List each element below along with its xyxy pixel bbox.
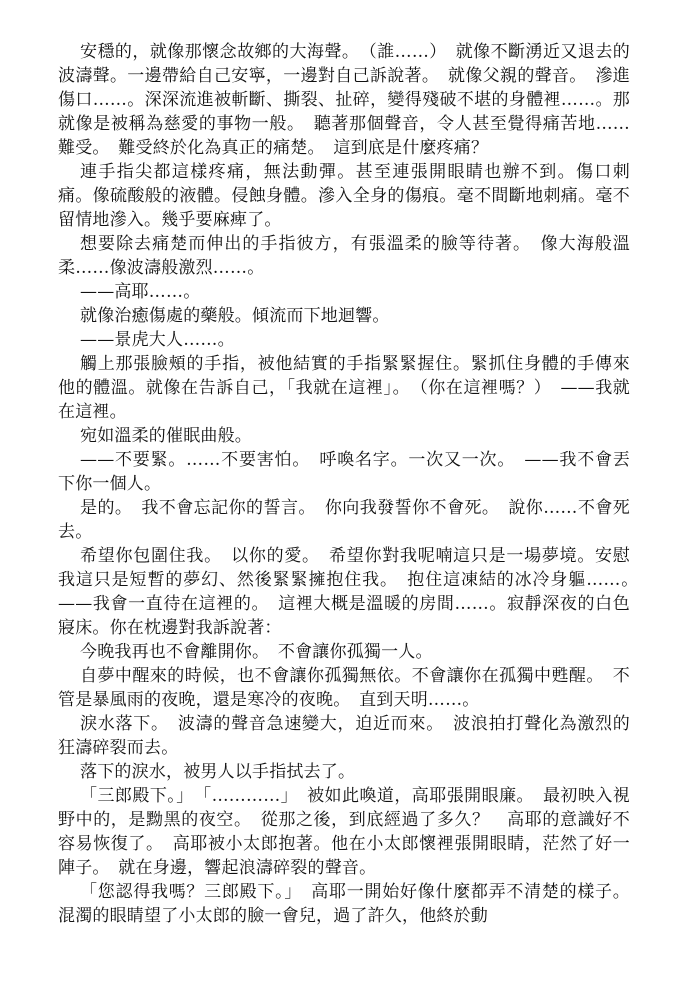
paragraph-17: 「您認得我嗎？三郎殿下。」 高耶一開始好像什麼都弄不清楚的樣子。混濁的眼睛望了小太郎的臉一會兒，過了許久，他終於動 — [58, 882, 630, 926]
paragraph-3: 想要除去痛楚而伸出的手指彼方，有張溫柔的臉等待著。 像大海般溫柔……像波濤般激烈……。 — [58, 234, 630, 278]
paragraph-16: 「三郎殿下。」 「…………」 被如此喚道，高耶張開眼廉。 最初映入視野中的，是黝黑的夜空。 從那之後，到底經過了多久？ 高耶的意識好不容易恢復了。 高耶被小太郎抱著。他在小太郎懷裡張開眼睛，茫然了好一陣子。 就在身邊，響起浪濤碎裂的聲音。 — [58, 786, 630, 878]
paragraph-11: 希望你包圍住我。 以你的愛。 希望你對我呢喃這只是一場夢境。安慰我這只是短暫的夢幻、然後緊緊擁抱住我。 抱住這凍結的冰冷身軀……。 ——我會一直待在這裡的。 這裡大概是溫暖的房間……。寂靜深夜的白色寢床。你在枕邊對我訴說著： — [58, 546, 648, 638]
paragraph-13: 自夢中醒來的時候，也不會讓你孤獨無依。不會讓你在孤獨中甦醒。 不管是暴風雨的夜晚，還是寒冷的夜晚。 直到天明……。 — [58, 666, 630, 710]
paragraph-9: ——不要緊。……不要害怕。 呼喚名字。一次又一次。 ——我不會丟下你一個人。 — [58, 450, 630, 494]
paragraph-6: ——景虎大人……。 — [80, 330, 235, 350]
paragraph-12: 今晚我再也不會離開你。 不會讓你孤獨一人。 — [80, 642, 433, 662]
paragraph-5: 就像治癒傷處的藥般。傾流而下地迴響。 — [80, 306, 390, 326]
document-page — [58, 40, 648, 928]
paragraph-1: 安穩的，就像那懷念故鄉的大海聲。 （誰……） 就像不斷湧近又退去的波濤聲。一邊帶給自己安寧，一邊對自己訴說著。 就像父親的聲音。 滲進傷口……。深深流進被斬斷、撕裂、扯碎，變得殘破不堪的身體裡……。那就像是被稱為慈愛的事物一般。 聽著那個聲音，令人甚至覺得痛苦地……難受。 難受終於化為真正的痛楚。 這到底是什麼疼痛？ — [58, 42, 630, 158]
paragraph-7: 觸上那張臉頰的手指，被他結實的手指緊緊握住。緊抓住身體的手傳來他的體溫。就像在告訴自己，「我就在這裡」。 （你在這裡嗎？） ——我就在這裡。 — [58, 354, 630, 422]
paragraph-14: 淚水落下。 波濤的聲音急速變大，迫近而來。 波浪拍打聲化為激烈的狂濤碎裂而去。 — [58, 714, 630, 758]
paragraph-4: ——高耶……。 — [80, 282, 201, 302]
paragraph-8: 宛如溫柔的催眠曲般。 — [80, 426, 252, 446]
paragraph-2: 連手指尖都這樣疼痛，無法動彈。甚至連張開眼睛也辦不到。傷口刺痛。像硫酸般的液體。侵蝕身體。滲入全身的傷痕。毫不間斷地刺痛。毫不留情地滲入。幾乎要麻痺了。 — [58, 162, 630, 230]
paragraph-10: 是的。 我不會忘記你的誓言。 你向我發誓你不會死。 說你……不會死去。 — [58, 498, 630, 542]
paragraph-15: 落下的淚水，被男人以手指拭去了。 — [80, 762, 356, 782]
